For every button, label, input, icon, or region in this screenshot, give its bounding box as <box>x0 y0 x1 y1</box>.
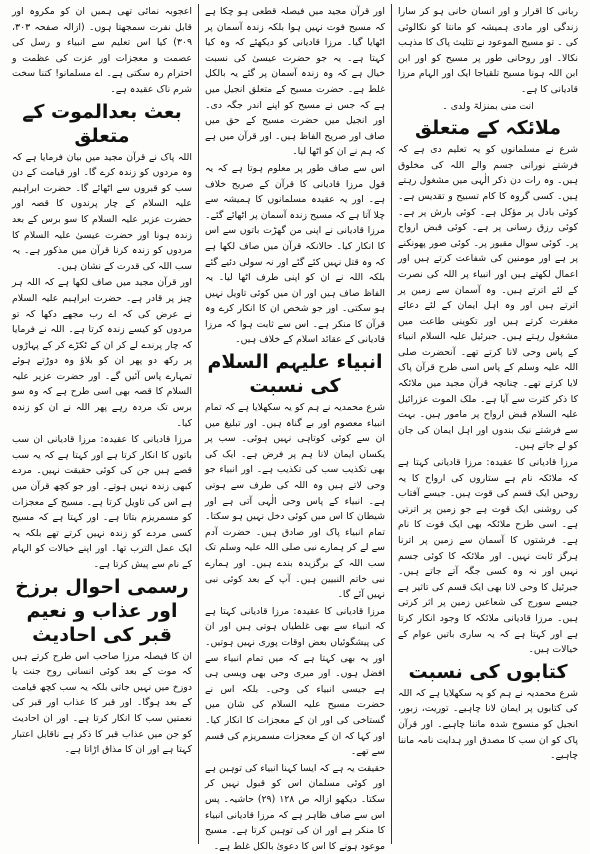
paragraph: ان کا فیصلہ مرزا صاحب اس طرح کرتے ہیں کہ موت کے بعد کوئی انسانی روح جنت یا دوزخ میں نہیں جاتی بلکہ یہ سب کچھ قیامت کے بعد ہوگا۔ اور قبر کا عذاب اور قبر کی نعمتیں سب کا انکار کرتا ہے۔ اور ان احادیث کو جن میں عذاب قبر کا ذکر ہے ناقابل اعتبار کہتا ہے اور ان کا مذاق اڑاتا ہے۔ <box>12 650 192 756</box>
section-heading-resurrection: بعث بعدالموت کے متعلق <box>22 100 182 147</box>
paragraph: مرزا قادیانی کا عقیدہ: مرزا قادیانی کہتا ہے کہ ملائکہ نام ہے ستاروں کی ارواح کا یہ روحیں ایک قسم کی قوت ہیں۔ جیسے آفتاب کی روشنی ایک قوت ہے جو زمین پر اترتی ہے۔ اسی طرح ملائکہ بھی ایک قوت کا نام ہے۔ فرشتوں کا آسمان سے زمین پر اترنا ہرگز ثابت نہیں۔ اور ملائکہ کا کوئی جسم نہیں اور نہ وہ کسی جگہ آتے جاتے ہیں۔ جبرئیل کا وحی لانا بھی ایک قسم کی تاثیر ہے جیسے سورج کی شعاعیں زمین پر اثر کرتی ہیں۔ مرزا قادیانی ملائکہ کا وجود انکار کرتا ہے اور کہتا ہے کہ یہ ساری باتیں عوام کے خیالات ہیں۔ <box>398 457 578 656</box>
column-middle <box>199 4 392 852</box>
paragraph: اور قرآن مجید میں صاف لکھا ہے کہ اللہ ہر چیز پر قادر ہے۔ حضرت ابراہیم علیہ السلام نے عرض کی کہ اے رب مجھے دکھا کہ تو مردوں کو کیسے زندہ کرتا ہے۔ اللہ نے فرمایا کہ چار پرندے لے کر ان کے ٹکڑے کر کے پہاڑوں پر رکھ دو پھر ان کو بلاؤ وہ دوڑتے ہوئے تمہارے پاس آئیں گے۔ اور حضرت عزیر علیہ السلام کا قصہ بھی اسی طرح ہے کہ وہ سو برس تک مردہ رہے پھر اللہ نے ان کو زندہ کیا۔ <box>12 277 192 429</box>
paragraph: شرع محمدیہ نے ہم کو یہ سکھلایا ہے کہ تمام انبیاء معصوم اور بے گناہ ہیں۔ اور تبلیغ میں ان سے کوئی کوتاہی نہیں ہوئی۔ سب پر یکساں ایمان لانا ہم پر فرض ہے۔ ایک کی بھی تکذیب سب کی تکذیب ہے۔ اور انبیاء جو وحی لاتے ہیں وہ اللہ کی طرف سے ہوتی ہے۔ انبیاء کے پاس وحی الٰہی آتی ہے اور شیطان کا اس میں کوئی دخل نہیں ہو سکتا۔ تمام انبیاء پاک اور صادق ہیں۔ حضرت آدم سے لے کر ہمارے نبی صلی اللہ علیہ وسلم تک سب اللہ کے برگزیدہ بندے ہیں۔ اور ہمارے نبی خاتم النبیین ہیں۔ آپ کے بعد کوئی نبی نہیں آئے گا۔ <box>205 402 385 601</box>
paragraph: اللہ پاک نے قرآن مجید میں بیان فرمایا ہے کہ وہ مردوں کو زندہ کرے گا۔ اور قیامت کے دن سب کو قبروں سے اٹھائے گا۔ حضرت ابراہیم علیہ السلام کے چار پرندوں کا قصہ اور حضرت عزیر علیہ السلام کا سو برس کے بعد زندہ ہونا اور حضرت عیسیٰ علیہ السلام کا مردوں کو زندہ کرنا قرآن میں مذکور ہے۔ یہ سب اللہ کی قدرت کے نشان ہیں۔ <box>12 151 192 272</box>
paragraph: مرزا قادیانی کا عقیدہ: مرزا قادیانی کہتا ہے کہ انبیاء سے بھی غلطیاں ہوتی ہیں اور ان کی پیشگوئیاں بعض اوقات پوری نہیں ہوتیں۔ اور یہ بھی کہتا ہے کہ میں تمام انبیاء سے افضل ہوں۔ اور میری وحی بھی ویسی ہی ہے جیسی انبیاء کی وحی۔ بلکہ اس نے حضرت مسیح علیہ السلام کی شان میں گستاخی کی اور ان کے معجزات کا انکار کیا۔ اور کہا کہ ان کے معجزات مسمریزم کی قسم سے تھے۔ <box>205 605 385 758</box>
section-heading-books: کتابوں کی نسبت <box>408 660 568 683</box>
paragraph: اعجوبہ نمائی تھی ہمیں ان کو مکروہ اور قابل نفرت سمجھتا ہوں۔ (ازالہ صفحہ ۳۰۳، ۳۰۹) کیا اس تعلیم سے انبیاء و رسل کی عصمت و معجزات اور عزت کی عظمت و احترام رہ سکتی ہے۔ اے مسلمانو! کتنا سخت شرم ناک عقیدہ ہے۔ <box>12 6 192 95</box>
paragraph: مرزا قادیانی کا عقیدہ: مرزا قادیانی ان سب باتوں کا انکار کرتا ہے اور کہتا ہے کہ یہ سب قصے ہیں جن کی کوئی حقیقت نہیں۔ مردے کبھی زندہ نہیں ہوتے۔ اور جو کچھ قرآن میں ہے اس کی تاویل کرتا ہے۔ مسیح کے معجزات کو مسمریزم بتاتا ہے۔ اور کہتا ہے کہ مسیح کسی مردے کو زندہ نہیں کرتے تھے بلکہ یہ ایک عمل الترب تھا۔ اور اپنے خیالات کو الہام کے نام سے پیش کرتا ہے۔ <box>12 434 192 570</box>
quote-line: انت منی بمنزلۃ ولدی ۔ <box>442 100 534 112</box>
paragraph: شرع نے مسلمانوں کو یہ تعلیم دی ہے کہ فرشتے نورانی جسم والے اللہ کی مخلوق ہیں۔ وہ رات دن ذکر الٰہی میں مشغول رہتے ہیں۔ کسی گروہ کا کام تسبیح و تقدیس ہے۔ کوئی بادل پر مؤکل ہے۔ کوئی بارش پر ہے۔ کوئی رزق رسانی پر ہے۔ کوئی قبض ارواح پر۔ کوئی سوال مقبور پر۔ کوئی صور پھونکنے پر ہے اور مومنین کی شفاعت کرتے ہیں اور اعمال لکھتے ہیں اور انبیاء پر اللہ کی نصرت کے لئے اترتے ہیں۔ وہ آسمان سے زمین پر اترتے ہیں اور وہ اہل ایمان کے لئے دعائے مغفرت کرتے ہیں اور تکوینی طاعت میں مشغول رہتے ہیں۔ جبرئیل علیہ السلام انبیاء کے پاس وحی لانا کرتے تھے۔ آنحضرت صلی اللہ علیہ وسلم کے پاس اسی طرح قرآن پاک لایا کرتے تھے۔ چنانچہ قرآن مجید میں ملائکہ کا ذکر کثرت سے آیا ہے۔ ملک الموت عزرائیل علیہ السلام قبض ارواح پر مامور ہیں۔ بہت سے فرشتے نیک بندوں اور اہل ایمان کی جان کو لے جاتے ہیں۔ <box>398 144 578 452</box>
section-heading-prophets: انبیاء علیہم السلام کی نسبت <box>207 351 383 398</box>
column-right <box>392 4 584 844</box>
paragraph: اور قرآن مجید میں فیصلہ قطعی ہو چکا ہے کہ مسیح فوت نہیں ہوا بلکہ زندہ آسمان پر اٹھایا گیا۔ مرزا قادیانی کو دیکھئے کہ وہ کیا کہتا ہے۔ یہ جو حضرت عیسیٰ کی نسبت خیال ہے کہ وہ زندہ آسمان پر گئے یہ بالکل غلط ہے۔ حضرت مسیح کے متعلق انجیل میں ہے کہ جس نے مسیح کو اپنے اندر جگہ دی۔ اور انجیل میں حضرت مسیح کے حق میں صاف اور صریح الفاظ ہیں۔ اور قرآن میں ہے کہ ہم نے ان کو اٹھا لیا۔ <box>205 6 385 158</box>
paragraph: ربانی کا اقرار و اور انسان خانی ہو کر سارا زندگی اور مادی ہمیشہ کو مانتا کو نکالوئی کی ۔ تو مسیح الموعود نے تثلیث پاک کا مذہب نکالا۔ اور روحانی طور پر مسیح کو اور ابن ابن اللہ ہونا مسیح تلقیاجا ایک اور الہام مرزا قادیانی کا ہے۔ <box>398 6 578 95</box>
section-heading-barzakh: رسمی احوال برزخ اور عذاب و نعیم قبر کی احادیث <box>15 575 189 646</box>
paragraph: اس سے صاف طور پر معلوم ہوتا ہے کہ یہ قول مرزا قادیانی کا قرآن کے صریح خلاف ہے۔ اور یہ عقیدہ مسلمانوں کا ہمیشہ سے چلا آتا ہے کہ مسیح زندہ آسمان پر اٹھائے گئے۔ مرزا قادیانی نے اپنی من گھڑت باتوں سے اس کا انکار کیا۔ حالانکہ قرآن میں صاف لکھا ہے کہ وہ قتل نہیں کئے گئے اور نہ سولی دئیے گئے بلکہ اللہ نے ان کو اپنی طرف اٹھا لیا۔ یہ الفاظ صاف ہیں اور ان میں کوئی تاویل نہیں ہو سکتی۔ اور جو شخص ان کا انکار کرے وہ قرآن کا منکر ہے۔ اس سے ثابت ہوا کہ مرزا قادیانی کے عقائد اسلام کے خلاف ہیں۔ <box>205 162 385 346</box>
paragraph: شرع محمدیہ نے ہم کو یہ سکھلایا ہے کہ اللہ کی کتابوں پر ایمان لانا چاہیے۔ توریت، زبور، انجیل کو منسوخ شدہ ماننا چاہیے۔ اور قرآن پاک کو ان سب کا مصدق اور ہدایت نامہ ماننا چاہیے۔ <box>398 687 578 762</box>
paragraph: حقیقت یہ ہے کہ ایسا کہنا انبیاء کی توہین ہے اور کوئی مسلمان اس کو قبول نہیں کر سکتا۔ دیکھو ازالہ ص ۱۲۸ (۲۹) حاشیہ۔ پس اس سے صاف ظاہر ہے کہ مرزا قادیانی انبیاء کا منکر ہے اور ان کی توہین کرتا ہے۔ مسیح موعود ہونے کا اس کا دعویٰ بالکل غلط ہے۔ <box>205 762 385 852</box>
section-heading-angels: ملائکہ کے متعلق <box>414 117 562 140</box>
column-left <box>6 4 199 844</box>
